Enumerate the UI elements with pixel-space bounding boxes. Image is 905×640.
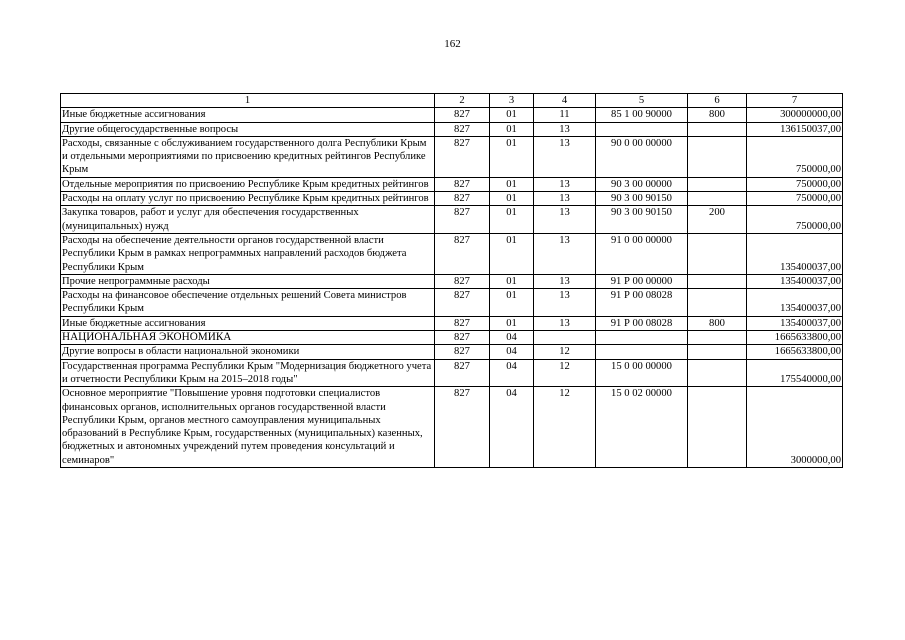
row-sum: 1665633800,00 [747, 345, 843, 359]
row-code-section: 04 [490, 331, 534, 345]
table-row [61, 108, 843, 122]
column-header: 7 [747, 94, 843, 108]
row-code-admin: 827 [435, 387, 490, 468]
row-code-subsection: 13 [534, 177, 596, 191]
row-code-subsection: 11 [534, 108, 596, 122]
table-row [61, 274, 843, 288]
row-code-admin: 827 [435, 136, 490, 177]
row-code-section: 01 [490, 177, 534, 191]
row-code-admin: 827 [435, 233, 490, 274]
row-code-expense-type [688, 387, 747, 468]
row-name: НАЦИОНАЛЬНАЯ ЭКОНОМИКА [61, 331, 435, 345]
row-code-expense-type [688, 192, 747, 206]
row-code-section: 01 [490, 122, 534, 136]
row-code-target: 85 1 00 90000 [596, 108, 688, 122]
row-code-subsection: 13 [534, 274, 596, 288]
row-code-target: 15 0 02 00000 [596, 387, 688, 468]
row-code-target: 90 0 00 00000 [596, 136, 688, 177]
page-number: 162 [444, 38, 461, 50]
row-code-expense-type [688, 136, 747, 177]
row-sum: 750000,00 [747, 177, 843, 191]
row-name: Другие вопросы в области национальной экономики [61, 345, 435, 359]
column-header: 6 [688, 94, 747, 108]
row-code-subsection: 13 [534, 233, 596, 274]
row-code-subsection: 13 [534, 122, 596, 136]
row-name: Отдельные мероприятия по присвоению Республике Крым кредитных рейтингов [61, 177, 435, 191]
row-code-target: 90 3 00 90150 [596, 192, 688, 206]
row-code-section: 01 [490, 192, 534, 206]
column-header: 2 [435, 94, 490, 108]
row-code-target: 91 0 00 00000 [596, 233, 688, 274]
column-header: 4 [534, 94, 596, 108]
column-header: 1 [61, 94, 435, 108]
header-row [61, 94, 843, 108]
row-name: Другие общегосударственные вопросы [61, 122, 435, 136]
table-row [61, 359, 843, 387]
table-row [61, 345, 843, 359]
row-code-target: 91 Р 00 08028 [596, 289, 688, 317]
row-code-admin: 827 [435, 331, 490, 345]
row-code-admin: 827 [435, 345, 490, 359]
row-sum: 135400037,00 [747, 316, 843, 330]
table-row [61, 122, 843, 136]
row-code-target [596, 331, 688, 345]
row-name: Расходы на обеспечение деятельности органов государственной власти Республики Крым в рамках непрограммных направлений расходов бюджета Республики Крым [61, 233, 435, 274]
row-sum: 300000000,00 [747, 108, 843, 122]
row-name: Расходы на финансовое обеспечение отдельных решений Совета министров Республики Крым [61, 289, 435, 317]
row-code-target [596, 345, 688, 359]
table-row [61, 316, 843, 330]
row-code-section: 01 [490, 233, 534, 274]
table-row [61, 233, 843, 274]
table-row [61, 331, 843, 345]
table-row [61, 177, 843, 191]
row-name: Закупка товаров, работ и услуг для обеспечения государственных (муниципальных) нужд [61, 206, 435, 234]
column-header: 5 [596, 94, 688, 108]
row-code-section: 01 [490, 289, 534, 317]
row-code-expense-type: 800 [688, 316, 747, 330]
row-name: Расходы на оплату услуг по присвоению Республике Крым кредитных рейтингов [61, 192, 435, 206]
row-sum: 3000000,00 [747, 387, 843, 468]
row-code-subsection: 13 [534, 192, 596, 206]
row-code-subsection: 13 [534, 136, 596, 177]
row-code-target: 91 Р 00 08028 [596, 316, 688, 330]
row-code-expense-type: 200 [688, 206, 747, 234]
row-code-subsection: 12 [534, 359, 596, 387]
row-code-subsection [534, 331, 596, 345]
row-code-expense-type [688, 177, 747, 191]
row-name: Иные бюджетные ассигнования [61, 108, 435, 122]
row-name: Прочие непрограммные расходы [61, 274, 435, 288]
row-code-admin: 827 [435, 122, 490, 136]
row-sum: 135400037,00 [747, 233, 843, 274]
row-code-section: 04 [490, 359, 534, 387]
row-code-expense-type [688, 122, 747, 136]
row-code-expense-type [688, 331, 747, 345]
row-code-subsection: 13 [534, 206, 596, 234]
row-code-admin: 827 [435, 108, 490, 122]
table-row [61, 289, 843, 317]
row-code-section: 01 [490, 206, 534, 234]
row-code-subsection: 13 [534, 316, 596, 330]
budget-table [60, 93, 843, 468]
row-code-subsection: 12 [534, 387, 596, 468]
row-sum: 135400037,00 [747, 274, 843, 288]
row-code-target [596, 122, 688, 136]
row-code-target: 15 0 00 00000 [596, 359, 688, 387]
row-sum: 1665633800,00 [747, 331, 843, 345]
row-code-expense-type [688, 274, 747, 288]
row-code-section: 01 [490, 274, 534, 288]
row-code-section: 04 [490, 345, 534, 359]
row-code-section: 01 [490, 316, 534, 330]
row-code-target: 90 3 00 00000 [596, 177, 688, 191]
row-code-target: 91 Р 00 00000 [596, 274, 688, 288]
table-row [61, 387, 843, 468]
row-code-admin: 827 [435, 192, 490, 206]
row-sum: 135400037,00 [747, 289, 843, 317]
row-code-subsection: 12 [534, 345, 596, 359]
row-code-admin: 827 [435, 316, 490, 330]
row-sum: 750000,00 [747, 192, 843, 206]
row-code-expense-type [688, 289, 747, 317]
row-name: Основное мероприятие "Повышение уровня подготовки специалистов финансовых органов, исполнительных органов государственной власти Республики Крым, органов местного самоуправления муниципальных образований в Республике Крым, государственных (муниципальных) казенных, бюджетных и автономных учреждений путем проведения консультаций и семинаров" [61, 387, 435, 468]
row-sum: 750000,00 [747, 206, 843, 234]
row-code-subsection: 13 [534, 289, 596, 317]
row-sum: 136150037,00 [747, 122, 843, 136]
row-code-expense-type [688, 359, 747, 387]
row-code-admin: 827 [435, 274, 490, 288]
row-sum: 750000,00 [747, 136, 843, 177]
row-code-admin: 827 [435, 289, 490, 317]
table-row [61, 136, 843, 177]
row-name: Расходы, связанные с обслуживанием государственного долга Республики Крым и отдельными мероприятиями по присвоению кредитных рейтингов Республике Крым [61, 136, 435, 177]
table-row [61, 192, 843, 206]
row-name: Государственная программа Республики Крым "Модернизация бюджетного учета и отчетности Республики Крым на 2015–2018 годы" [61, 359, 435, 387]
row-code-target: 90 3 00 90150 [596, 206, 688, 234]
row-code-section: 01 [490, 108, 534, 122]
row-code-expense-type [688, 345, 747, 359]
row-code-section: 04 [490, 387, 534, 468]
row-sum: 175540000,00 [747, 359, 843, 387]
row-code-admin: 827 [435, 177, 490, 191]
row-code-expense-type [688, 233, 747, 274]
row-code-section: 01 [490, 136, 534, 177]
row-code-admin: 827 [435, 359, 490, 387]
row-name: Иные бюджетные ассигнования [61, 316, 435, 330]
table-row [61, 206, 843, 234]
row-code-expense-type: 800 [688, 108, 747, 122]
column-header: 3 [490, 94, 534, 108]
row-code-admin: 827 [435, 206, 490, 234]
